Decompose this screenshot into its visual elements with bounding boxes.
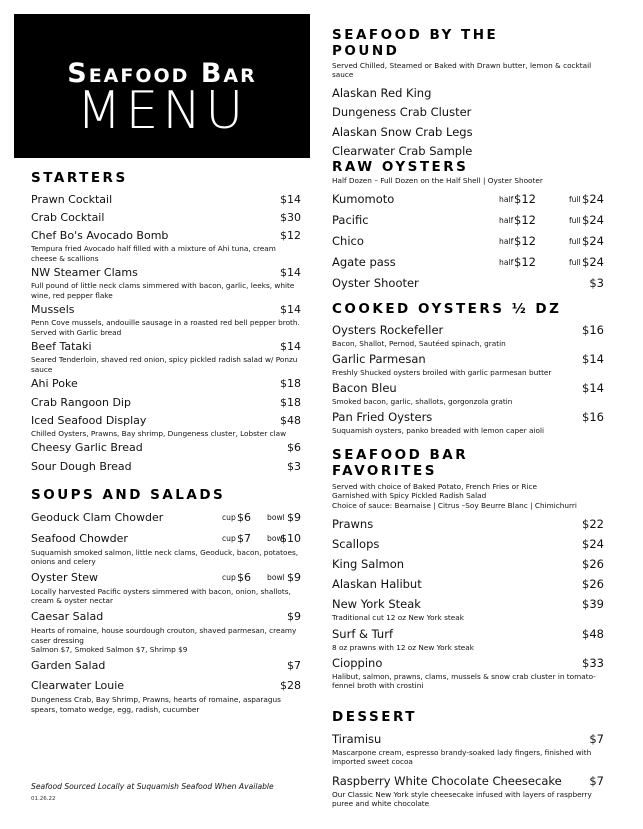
item-price: $48 xyxy=(280,413,301,427)
full-price: $24 xyxy=(582,234,604,249)
item-description: Locally harvested Pacific oysters simmered with bacon, onion, shallots, cream & oyster nectar xyxy=(31,586,291,606)
item-description: Mascarpone cream, espresso brandy-soaked lady fingers, finished with imported sweet cocoa xyxy=(332,748,592,767)
item-price: $18 xyxy=(280,377,301,391)
item-name: Crab Cocktail xyxy=(31,211,105,225)
item-name: Oysters Rockefeller xyxy=(332,323,444,337)
menu-item: Clearwater Crab Sample xyxy=(332,144,473,159)
item-row xyxy=(332,556,604,573)
item-price: $39 xyxy=(582,597,604,612)
item-name: Geoduck Clam Chowder xyxy=(31,511,164,524)
item-price: $16 xyxy=(582,409,604,424)
item-price: $18 xyxy=(280,395,301,409)
item-row xyxy=(332,351,604,368)
item-price: $48 xyxy=(582,626,604,641)
menu-item xyxy=(31,227,301,263)
soups-section xyxy=(31,487,301,717)
menu-item xyxy=(31,209,301,226)
menu-item xyxy=(31,657,301,675)
favorites-sides: Served with choice of Baked Potato, French Fries or Rice xyxy=(332,482,538,491)
item-description: Seared Tenderloin, shaved red onion, spicy pickled radish salad w/ Ponzu sauce xyxy=(31,355,298,374)
menu-item: Alaskan Snow Crab Legs xyxy=(332,124,473,139)
menu-item xyxy=(31,264,301,300)
item-description: Tempura fried Avocado half filled with a mixture of Ahi tuna, cream cheese & scallions xyxy=(31,244,276,263)
bowl-label: bowl xyxy=(267,513,285,522)
menu-item xyxy=(332,655,604,691)
menu-item xyxy=(332,516,604,533)
dessert-heading: DESSERT xyxy=(332,709,417,725)
raw-oysters-subtitle: Half Dozen – Full Dozen on the Half Shell | Oyster Shooter xyxy=(332,176,543,185)
item-row xyxy=(31,458,301,475)
menu-item xyxy=(332,273,604,293)
item-name: Alaskan Halibut xyxy=(332,577,422,592)
oyster-row xyxy=(332,189,604,210)
item-description: Bacon, Shallot, Pernod, Sautéed spinach, gratin xyxy=(332,339,506,348)
item-description: Full pound of little neck clams simmered with bacon, garlic, leeks, white wine, red pepper flake xyxy=(31,281,295,300)
item-price: $7 xyxy=(287,658,301,672)
item-name: Surf & Turf xyxy=(332,626,393,641)
raw-oysters-section xyxy=(332,159,604,293)
half-price: $12 xyxy=(514,213,536,228)
item-name: New York Steak xyxy=(332,597,421,612)
item-name: Mussels xyxy=(31,303,75,317)
item-name: Chico xyxy=(332,234,364,249)
item-price: $3 xyxy=(287,459,301,473)
menu-item xyxy=(31,301,301,337)
item-name: Oyster Shooter xyxy=(332,276,419,291)
item-row xyxy=(31,394,301,411)
item-price: $3 xyxy=(589,276,604,291)
full-label: full xyxy=(569,216,581,226)
cup-label: cup xyxy=(222,513,236,522)
item-row xyxy=(31,412,301,429)
menu-item xyxy=(31,608,301,654)
menu-item xyxy=(332,536,604,553)
menu-item: Dungeness Crab Cluster xyxy=(332,105,472,120)
item-price: $22 xyxy=(582,517,604,532)
full-label: full xyxy=(569,195,581,205)
item-name: Cioppino xyxy=(332,656,383,671)
item-row xyxy=(332,576,604,593)
item-row xyxy=(332,322,604,339)
item-name: Oyster Stew xyxy=(31,570,99,584)
menu-item xyxy=(31,412,301,438)
half-price: $12 xyxy=(514,192,536,207)
half-price: $12 xyxy=(514,234,536,249)
item-description: Penn Cove mussels, andouille sausage in a roasted red bell pepper broth. Served with Garlic bread xyxy=(31,318,300,337)
item-description: Hearts of romaine, house sourdough crouton, shaved parmesan, creamy caser dressing xyxy=(31,626,297,645)
item-name: Garden Salad xyxy=(31,658,106,672)
item-name: Chef Bo's Avocado Bomb xyxy=(31,229,169,243)
item-description: Halibut, salmon, prawns, clams, mussels & snow crab cluster in tomato-fennel broth with crostini xyxy=(332,672,596,691)
item-price: $14 xyxy=(582,351,604,366)
menu-item xyxy=(31,394,301,411)
item-row xyxy=(31,608,301,626)
menu-item xyxy=(332,351,604,377)
item-name: Caesar Salad xyxy=(31,610,104,624)
half-label: half xyxy=(499,216,514,226)
raw-oysters-heading: RAW OYSTERS xyxy=(332,159,469,175)
menu-item xyxy=(31,375,301,392)
item-description: 8 oz prawns with 12 oz New York steak xyxy=(332,642,474,652)
item-price: $14 xyxy=(280,193,301,206)
item-name: Sour Dough Bread xyxy=(31,459,132,473)
item-name: Pacific xyxy=(332,213,369,228)
item-row xyxy=(31,191,301,208)
item-name: Clearwater Louie xyxy=(31,679,125,693)
half-label: half xyxy=(499,258,514,268)
item-name: Beef Tataki xyxy=(31,340,92,354)
favorites-section xyxy=(332,447,604,694)
starters-section xyxy=(31,170,301,476)
menu-item xyxy=(31,439,301,456)
sourcing-note: Seafood Sourced Locally at Suquamish Seafood When Available xyxy=(31,782,274,791)
menu-item xyxy=(332,773,604,809)
item-name: Cheesy Garlic Bread xyxy=(31,441,143,455)
menu-item xyxy=(31,569,301,606)
menu-item xyxy=(31,509,301,527)
item-name: Agate pass xyxy=(332,255,396,270)
item-row xyxy=(31,338,301,355)
full-price: $24 xyxy=(582,255,604,270)
full-price: $24 xyxy=(582,213,604,228)
half-label: half xyxy=(499,237,514,247)
bowl-price: $9 xyxy=(287,570,301,584)
menu-item xyxy=(31,677,301,714)
item-name: Crab Rangoon Dip xyxy=(31,395,131,409)
item-row xyxy=(332,380,604,397)
half-price: $12 xyxy=(514,255,536,270)
item-price: $14 xyxy=(280,266,301,280)
item-price: $16 xyxy=(582,323,604,337)
item-row xyxy=(332,655,604,672)
menu-date: 01.26.22 xyxy=(31,796,56,802)
oyster-row xyxy=(332,231,604,252)
item-name: Raspberry White Chocolate Cheesecake xyxy=(332,773,562,788)
oyster-row xyxy=(332,210,604,231)
full-price: $24 xyxy=(582,192,604,207)
item-price: $24 xyxy=(582,537,604,552)
item-row xyxy=(31,209,301,226)
menu-item xyxy=(332,596,604,622)
item-row xyxy=(332,773,604,790)
item-row xyxy=(31,264,301,281)
item-name: Bacon Bleu xyxy=(332,380,397,395)
item-price: $14 xyxy=(280,303,301,317)
item-description: Suquamish smoked salmon, little neck clams, Geoduck, bacon, potatoes, onions and celery xyxy=(31,547,299,566)
item-row xyxy=(31,439,301,456)
item-addons: Salmon $7, Smoked Salmon $7, Shrimp $9 xyxy=(31,644,188,654)
item-name: Ahi Poke xyxy=(31,377,78,391)
item-name: Garlic Parmesan xyxy=(332,351,426,366)
menu-item xyxy=(332,409,604,435)
item-price: $14 xyxy=(280,340,301,354)
menu-item xyxy=(31,338,301,374)
favorites-garnish: Garnished with Spicy Pickled Radish Salad xyxy=(332,491,487,501)
item-row xyxy=(31,530,301,548)
by-pound-heading: SEAFOOD BY THE POUND xyxy=(332,27,499,59)
title-line-1: Seafood Bar xyxy=(67,58,257,89)
item-description: Traditional cut 12 oz New York steak xyxy=(332,613,464,623)
item-price: $7 xyxy=(589,773,604,788)
item-row xyxy=(332,596,604,613)
item-name: Prawn Cocktail xyxy=(31,193,113,206)
item-row xyxy=(31,301,301,318)
item-price: $6 xyxy=(287,441,301,455)
starters-heading: STARTERS xyxy=(31,170,128,186)
item-row xyxy=(332,626,604,643)
cup-price: $7 xyxy=(237,531,251,545)
item-price: $12 xyxy=(280,229,301,243)
item-description: Freshly Shucked oysters broiled with garlic parmesan butter xyxy=(332,367,552,377)
menu-item xyxy=(332,322,604,348)
menu-item xyxy=(31,530,301,567)
menu-item xyxy=(332,731,604,767)
item-name: Iced Seafood Display xyxy=(31,413,147,427)
item-price: $28 xyxy=(280,679,301,693)
menu-item xyxy=(31,191,301,208)
item-price: $26 xyxy=(582,577,604,592)
item-row xyxy=(31,509,301,527)
cup-label: cup xyxy=(222,572,236,582)
item-description: Chilled Oysters, Prawns, Bay shrimp, Dungeness cluster, Lobster claw xyxy=(31,428,287,438)
item-price: $7 xyxy=(589,732,604,746)
item-row xyxy=(332,516,604,533)
item-row xyxy=(31,569,301,587)
item-description: Dungeness Crab, Bay Shrimp, Prawns, hearts of romaine, asparagus spears, tomato wedge, egg, radish, cucumber xyxy=(31,695,281,714)
favorites-heading: SEAFOOD BAR FAVORITES xyxy=(332,447,469,479)
menu-item xyxy=(31,458,301,475)
by-pound-section xyxy=(332,27,604,162)
menu-item xyxy=(332,626,604,652)
item-row xyxy=(31,375,301,392)
menu-item xyxy=(332,380,604,406)
item-name: King Salmon xyxy=(332,557,405,572)
soups-heading: SOUPS AND SALADS xyxy=(31,487,226,503)
item-price: $30 xyxy=(280,211,301,225)
item-description: Suquamish oysters, panko breaded with lemon caper aioli xyxy=(332,425,544,435)
item-name: Tiramisu xyxy=(332,732,382,746)
cup-price: $6 xyxy=(237,511,251,524)
menu-title-block xyxy=(14,14,310,158)
item-row xyxy=(332,731,604,748)
item-price: $26 xyxy=(582,557,604,572)
item-name: Seafood Chowder xyxy=(31,531,128,545)
bowl-label: bowl xyxy=(267,533,285,543)
item-row xyxy=(31,227,301,244)
item-name: Kumomoto xyxy=(332,192,395,207)
oyster-row xyxy=(332,252,604,273)
item-price: $33 xyxy=(582,656,604,671)
bowl-label: bowl xyxy=(267,572,285,582)
full-label: full xyxy=(569,258,581,268)
item-row xyxy=(332,536,604,553)
dessert-section xyxy=(332,709,604,815)
item-price: $9 xyxy=(287,610,301,624)
item-price: $14 xyxy=(582,380,604,395)
menu-item xyxy=(332,576,604,593)
item-row xyxy=(332,409,604,426)
cooked-oysters-section xyxy=(332,301,604,438)
full-label: full xyxy=(569,237,581,247)
item-description: Smoked bacon, garlic, shallots, gorgonzola gratin xyxy=(332,396,513,406)
bowl-price: $9 xyxy=(287,511,301,524)
item-name: Scallops xyxy=(332,537,380,552)
item-row xyxy=(31,677,301,695)
half-label: half xyxy=(499,195,514,205)
cup-label: cup xyxy=(222,533,236,543)
item-name: NW Steamer Clams xyxy=(31,266,138,280)
item-name: Prawns xyxy=(332,517,374,532)
menu-item: Alaskan Red King xyxy=(332,85,432,100)
favorites-sauces: Choice of sauce: Bearnaise | Citrus –Soy Beurre Blanc | Chimichurri xyxy=(332,500,577,510)
by-pound-subtitle: Served Chilled, Steamed or Baked with Drawn butter, lemon & cocktail sauce xyxy=(332,61,592,80)
item-row xyxy=(31,657,301,675)
item-name: Pan Fried Oysters xyxy=(332,409,433,424)
title-line-2: MENU xyxy=(76,81,248,141)
cup-price: $6 xyxy=(237,570,251,584)
bowl-price: $10 xyxy=(280,531,301,545)
menu-item xyxy=(332,556,604,573)
item-description: Our Classic New York style cheesecake infused with layers of raspberry puree and white chocolate xyxy=(332,789,592,809)
cooked-oysters-heading: COOKED OYSTERS ½ DZ xyxy=(332,301,562,317)
